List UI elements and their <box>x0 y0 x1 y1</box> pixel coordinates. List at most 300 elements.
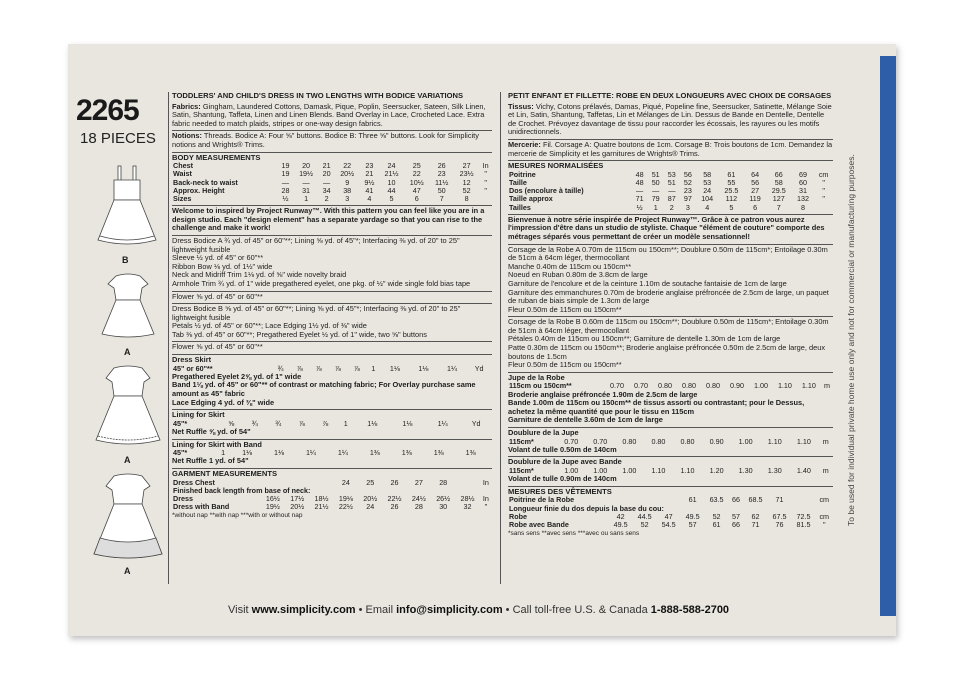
skirt-section <box>172 354 492 407</box>
table-cell: Dos (encolure à taille) <box>509 186 584 196</box>
table-cell: 51 <box>667 177 676 187</box>
table-cell: 31 <box>798 186 807 196</box>
table-cell: 57 <box>688 520 697 530</box>
table-cell: 64 <box>751 169 760 179</box>
table-cell: " <box>822 186 825 196</box>
table-cell: 34 <box>322 185 331 195</box>
garment-table <box>508 496 833 529</box>
table-cell: 1⅛ <box>242 448 253 458</box>
table-cell: 22½ <box>387 494 402 504</box>
section-heading: MESURES NORMALISÉES <box>508 161 604 171</box>
table-cell: 24 <box>341 477 350 487</box>
table-cell: 25 <box>412 161 421 171</box>
notions-text: Fil. Corsage A: Quatre boutons de 1cm. Corsage B: Trois boutons de 1cm. Demandez la mercerie de Simplicity et les garnitures de Wrights® Trims. <box>508 139 833 158</box>
table-cell: 1.00 <box>593 466 608 476</box>
requirement-line: Tab ⅜ yd. of 45" or 60"**; Pregathered Eyelet ½ yd. of 1" wide, two ⅝" buttons <box>172 329 427 339</box>
requirement-line: Corsage de la Robe B 0.60m de 115cm ou 150cm**; Doublure 0.50m de 115cm*; Entoilage 0.30m de 51cm à 64cm léger, thermocollant <box>508 317 829 335</box>
table-cell: Dress <box>173 494 193 504</box>
table-cell: 60 <box>798 177 807 187</box>
table-cell: 52 <box>640 520 649 530</box>
table-cell: 0.90 <box>729 381 744 391</box>
table-cell: 5 <box>729 202 734 212</box>
table-cell: 21 <box>365 169 374 179</box>
table-cell: ½ <box>282 193 289 203</box>
measurement-table <box>172 162 492 203</box>
nap-legend: *sans sens **avec sens ***avec ou sans sens <box>508 530 640 538</box>
table-cell: 56 <box>751 177 760 187</box>
table-cell: 21 <box>322 161 331 171</box>
table-cell: Taille <box>509 177 527 187</box>
table-cell: 63.5 <box>709 495 724 505</box>
table-cell: 115cm* <box>509 466 534 476</box>
table-cell: 0.80 <box>658 381 673 391</box>
table-cell: 1.10 <box>767 436 782 446</box>
table-cell: cm <box>818 169 829 179</box>
requirement-line: Garniture des emmanchures 0.70m de broderie anglaise préfroncée de 2.5cm de large, un paquet de ruban de biais simple de 1.3cm de large <box>508 287 829 306</box>
table-cell: 20 <box>302 161 311 171</box>
table-cell: 22 <box>412 169 421 179</box>
table-cell <box>814 204 833 212</box>
table-cell: 127 <box>772 194 785 204</box>
section-heading: Lining for Skirt <box>172 410 225 420</box>
table-cell: 21½ <box>384 169 399 179</box>
table-cell: 1⅛ <box>367 418 378 428</box>
table-cell: 79 <box>651 194 660 204</box>
table-cell: Robe <box>509 511 527 521</box>
table-cell: " <box>484 185 487 195</box>
table-cell: 47 <box>412 185 421 195</box>
table-cell: Chest <box>173 161 193 171</box>
table-cell: 45"* <box>173 418 188 428</box>
table-cell: 1.00 <box>564 466 579 476</box>
table-cell: 41 <box>365 185 374 195</box>
table-cell: 62 <box>751 511 760 521</box>
table-cell: Taille approx <box>509 194 553 204</box>
table-cell: 119 <box>749 194 761 204</box>
table-cell: 1.10 <box>801 381 816 391</box>
table-cell: 3 <box>345 193 350 203</box>
table-cell: 61 <box>712 520 721 530</box>
requirement-line: Bande 1.00m de 115cm ou 150cm** de tissus assorti ou contrastant; pour le Dessus, achetez la même quantité que pour le tissu en 115cm <box>508 398 805 416</box>
lining-band-section <box>172 439 492 466</box>
sketch-label-a1: A <box>124 347 131 357</box>
table-cell: 9½ <box>364 177 375 187</box>
table-cell: 69 <box>798 169 807 179</box>
table-cell: 1 <box>371 363 376 373</box>
section-heading: BODY MEASUREMENTS <box>172 152 261 162</box>
table-cell: 0.70 <box>564 436 579 446</box>
table-cell: 0.80 <box>651 436 666 446</box>
table-cell: 72.5 <box>796 511 811 521</box>
notions-label: Mercerie: <box>508 139 541 149</box>
table-cell: 66 <box>732 495 741 505</box>
table-cell: 1 <box>653 202 658 212</box>
table-cell: 17½ <box>290 494 305 504</box>
table-cell: 71 <box>635 194 644 204</box>
net-ruffle-note: Volant de tulle 0.90m de 140cm <box>508 474 617 484</box>
table-cell: 1.20 <box>709 466 724 476</box>
table-cell: " <box>822 194 825 204</box>
table-cell: 48 <box>635 169 644 179</box>
requirement-line: Garniture de l'encolure et de la ceinture 1.10m de soutache fantaisie de 1cm de large <box>508 278 787 288</box>
call-label: • Call toll-free U.S. & Canada <box>505 604 648 616</box>
table-cell: 26 <box>390 502 399 512</box>
table-cell: 26½ <box>436 494 451 504</box>
table-cell: In <box>482 494 489 504</box>
table-cell: 28 <box>439 477 448 487</box>
table-cell: 49.5 <box>613 520 628 530</box>
table-cell: 16½ <box>265 494 280 504</box>
table-cell: 23½ <box>459 169 474 179</box>
requirement-line: Manche 0.40m de 115cm ou 150cm** <box>508 261 632 271</box>
table-cell: 20½ <box>340 169 355 179</box>
table-cell <box>487 449 492 457</box>
dress-sketch-a1 <box>96 270 160 342</box>
table-cell: 58 <box>703 169 712 179</box>
table-cell: 18½ <box>314 494 329 504</box>
net-ruffle-note: Net Ruffle ⅝ yd. of 54" <box>172 427 251 437</box>
table-cell: — <box>281 177 290 187</box>
pattern-number: 2265 <box>76 94 139 127</box>
table-cell: 1.30 <box>767 466 782 476</box>
table-cell: ⅞ <box>315 363 322 373</box>
length-heading: Longueur finie du dos depuis la base du cou: <box>509 503 664 513</box>
table-cell: 27 <box>414 477 423 487</box>
table-cell: 19½ <box>265 502 280 512</box>
requirement-line: Pétales 0.40m de 115cm ou 150cm**; Garniture de dentelle 1.30m de 1cm de large <box>508 334 781 344</box>
table-cell: 7 <box>439 193 444 203</box>
table-cell: 115cm* <box>509 436 534 446</box>
table-cell: m <box>822 466 829 476</box>
table-cell: 44 <box>387 185 396 195</box>
table-cell: 81.5 <box>796 520 811 530</box>
lining-skirt-section <box>508 427 833 454</box>
sketch-label-a2: A <box>124 455 131 465</box>
table-cell: 132 <box>796 194 809 204</box>
table-cell: 19½ <box>299 169 314 179</box>
table-cell: Yd <box>474 363 484 373</box>
flower-a: Flower ⅝ yd. of 45" or 60"** <box>172 291 492 302</box>
table-cell: 47 <box>664 511 673 521</box>
table-cell: 115cm ou 150cm** <box>509 381 572 391</box>
table-cell: 25.5 <box>724 186 739 196</box>
table-cell: 1⅛ <box>418 363 429 373</box>
table-cell: 66 <box>732 520 741 530</box>
table-cell: 10 <box>387 177 396 187</box>
requirement-line: Petals ½ yd. of 45" or 60"**; Lace Edging 1½ yd. of ⅜" wide <box>172 321 367 331</box>
dress-sketch-a3 <box>90 470 166 564</box>
table-cell: 53 <box>703 177 712 187</box>
table-row <box>172 195 492 203</box>
table-cell: ¾ <box>277 363 284 373</box>
table-cell: " <box>484 169 487 179</box>
table-cell: 20 <box>322 169 331 179</box>
table-cell: 66 <box>774 169 783 179</box>
table-cell: 67.5 <box>772 511 787 521</box>
table-cell: 52 <box>683 177 692 187</box>
table-cell: 0.80 <box>680 436 695 446</box>
garment-measurements <box>172 468 492 511</box>
table-cell: 1.40 <box>796 466 811 476</box>
table-cell: 1⅜ <box>465 448 476 458</box>
table-cell: ¾ <box>251 418 258 428</box>
table-cell: 55 <box>727 177 736 187</box>
piece-count: 18 PIECES <box>80 130 156 147</box>
table-cell: 38 <box>343 185 352 195</box>
table-cell: Back-neck to waist <box>173 177 238 187</box>
table-cell: Approx. Height <box>173 185 225 195</box>
table-cell: 24½ <box>411 494 426 504</box>
requirement-line: Dress Bodice A ¾ yd. of 45" or 60"**; Lining ⅝ yd. of 45"*; Interfacing ⅜ yd. of 20" to 25" lightweight fusible <box>172 235 460 254</box>
table-cell: In <box>482 161 489 171</box>
table-cell: 28½ <box>460 494 475 504</box>
table-cell: 58 <box>774 177 783 187</box>
garment-measurements <box>508 486 833 529</box>
table-cell: " <box>822 520 826 530</box>
welcome-text: Bienvenue à notre série inspirée de Project Runway™. Grâce à ce patron vous aurez l'impression d'être dans un studio de styliste. Chaque "élément de couture" comporte des métrages séparés vous permettant de créer un modèle sensationnel! <box>508 214 833 242</box>
requirement-line: Dress Bodice B ⅝ yd. of 45" or 60"**; Lining ⅝ yd. of 45"*; Interfacing ⅜ yd. of 20" to 25" lightweight fusible <box>172 304 461 322</box>
table-cell: 1.10 <box>777 381 792 391</box>
table-cell: 20½ <box>363 494 378 504</box>
table-cell: Tailles <box>509 202 531 212</box>
fabrics-text: Vichy, Cotons prélavés, Damas, Piqué, Popeline fine, Seersucker, Satinette, Mélange Soie et Lin, Satin, Shantung, Taffetas, Lin et Mélanges de Lin. Dessus de Bande en Dentelle, Dentelle de Crochet. Prévoyez davantage de tissu pour raccorder les écossais, les rayures ou les motifs unidirectionnels. <box>508 101 832 137</box>
table-cell: — <box>302 177 310 187</box>
table-cell: 57 <box>732 511 741 521</box>
table-cell: 0.80 <box>682 381 696 391</box>
table-cell: — <box>652 186 660 196</box>
table-cell: 49.5 <box>685 511 700 521</box>
requirement-line: Lace Edging 4 yd. of ⅜" wide <box>172 397 275 407</box>
email-link[interactable]: info@simplicity.com <box>396 604 503 616</box>
requirement-line: Ribbon Bow ⅛ yd. of 1½" wide <box>172 261 273 271</box>
table-cell: 3 <box>685 202 690 212</box>
table-cell: 1⅛ <box>274 448 284 458</box>
contact-footer <box>228 604 729 616</box>
visit-label: Visit <box>228 604 249 616</box>
table-cell: 61 <box>727 169 736 179</box>
requirement-line: Pregathered Eyelet 2⅝ yd. of 1" wide <box>172 371 302 381</box>
usage-note: To be used for individual private home use only and not for commercial or manufacturing purposes. <box>846 154 856 526</box>
table-cell: 0.80 <box>705 381 720 391</box>
section-heading: Jupe de la Robe <box>508 372 565 382</box>
table-cell: 7 <box>776 202 781 212</box>
table-cell: 24 <box>366 502 375 512</box>
divider <box>500 92 501 584</box>
lining-band-section <box>508 456 833 483</box>
requirement-line: Patte 0.30m de 115cm ou 150cm**; Broderie anglaise préfroncée 0.50m de 2.5cm de large, deux boutons de 1.5cm <box>508 343 826 361</box>
net-ruffle-note: Net Ruffle 1 yd. of 54" <box>172 456 249 466</box>
table-cell: 24 <box>387 161 396 171</box>
table-cell: 21½ <box>314 502 329 512</box>
table-cell: 22½ <box>338 502 353 512</box>
table-cell: 52 <box>712 511 721 521</box>
table-cell: 1⅛ <box>389 363 400 373</box>
table-cell: — <box>668 186 676 196</box>
table-cell: 2 <box>669 202 674 212</box>
table-cell: 54.5 <box>661 520 676 530</box>
table-cell: Sizes <box>173 193 192 203</box>
table-cell: ⅞ <box>296 363 303 373</box>
nap-legend: *without nap **with nap ***with or without nap <box>172 512 303 520</box>
bodice-a-requirements <box>172 235 492 289</box>
envelope-flap <box>880 56 896 616</box>
table-cell: — <box>323 177 331 187</box>
bodice-b-requirements <box>508 316 833 370</box>
table-cell: Waist <box>173 169 192 179</box>
table-cell: 45"* <box>173 448 188 458</box>
table-cell: 24 <box>703 186 712 196</box>
notions-label: Notions: <box>172 131 202 141</box>
table-cell: 12 <box>462 177 471 187</box>
table-cell: 1.00 <box>622 466 637 476</box>
table-cell: Dress with Band <box>173 502 230 512</box>
table-cell: 112 <box>725 194 738 204</box>
table-cell: In <box>482 477 489 487</box>
table-cell: 19 <box>281 169 290 179</box>
section-heading: Lining for Skirt with Band <box>172 439 262 449</box>
table-cell: 48 <box>635 177 644 187</box>
table-cell: 104 <box>701 194 714 204</box>
table-cell: 1⅛ <box>402 418 413 428</box>
table-cell: 1⅜ <box>369 448 380 458</box>
table-cell: 51 <box>651 169 660 179</box>
table-cell: 1 <box>343 418 348 428</box>
table-cell: 8 <box>800 202 805 212</box>
table-cell: 52 <box>462 185 471 195</box>
table-cell: 27 <box>462 161 471 171</box>
dress-sketch-b <box>92 162 162 250</box>
table-cell: 27 <box>751 186 760 196</box>
table-cell: 42 <box>616 511 625 521</box>
body-measurements <box>508 160 833 212</box>
notions-text: Threads. Bodice A: Four ⅝" buttons. Bodice B: Three ⅝" buttons. Look for Simplicity notions and Wrights® Trims. <box>172 131 479 149</box>
table-cell: 1 <box>221 448 226 458</box>
table-cell <box>792 496 816 504</box>
fabrics-label: Tissus: <box>508 101 534 111</box>
table-cell: 56 <box>683 169 692 179</box>
table-cell: ⅞ <box>322 418 329 428</box>
requirement-line: Sleeve ½ yd. of 45" or 60"** <box>172 253 264 263</box>
body-measurements <box>172 152 492 204</box>
table-cell: 8 <box>464 193 469 203</box>
table-cell: 31 <box>302 185 311 195</box>
table-cell: 61 <box>688 495 697 505</box>
flower-b: Flower ⅝ yd. of 45" or 60"** <box>172 341 492 352</box>
table-cell: 28 <box>414 502 423 512</box>
table-cell: 25 <box>366 477 375 487</box>
table-cell: 71 <box>751 520 760 530</box>
table-cell: 23 <box>683 186 692 196</box>
measurement-table <box>508 171 833 212</box>
table-cell: 0.90 <box>709 436 724 446</box>
table-cell: 10½ <box>409 177 424 187</box>
table-cell: 1¼ <box>305 448 316 458</box>
table-cell: Robe avec Bande <box>509 520 569 530</box>
table-cell: 19⅛ <box>338 494 353 504</box>
table-cell: " <box>484 502 488 512</box>
table-cell: 1.00 <box>738 436 753 446</box>
french-column <box>508 92 833 539</box>
section-heading: GARMENT MEASUREMENTS <box>172 469 278 479</box>
website-link[interactable]: www.simplicity.com <box>251 604 356 616</box>
table-cell: 19 <box>281 161 290 171</box>
table-cell: Yd <box>471 418 481 428</box>
table-cell: m <box>822 436 829 446</box>
table-cell: 26 <box>390 477 399 487</box>
table-cell: ⅞ <box>353 363 360 373</box>
table-cell: 1¼ <box>446 363 457 373</box>
sketch-label-a3: A <box>124 566 131 576</box>
bodice-b-requirements <box>172 303 492 339</box>
bodice-a-requirements <box>508 244 833 315</box>
table-cell: 45" or 60"** <box>173 363 213 373</box>
length-heading: Finished back length from base of neck: <box>173 485 311 495</box>
english-column <box>172 92 492 521</box>
skirt-section <box>508 372 833 425</box>
table-cell: 50 <box>437 185 446 195</box>
welcome-text: Welcome to inspired by Project Runway™. With this pattern you can feel like you are in a design studio. Each "design element" has a separate yardage so that you can rise to the challenge and make it work! <box>172 205 492 233</box>
table-cell: 2 <box>324 193 329 203</box>
table-cell: 0.80 <box>622 436 637 446</box>
fabrics-label: Fabrics: <box>172 101 201 111</box>
french-title: PETIT ENFANT ET FILLETTE: ROBE EN DEUX LONGUEURS AVEC CHOIX DE CORSAGES <box>508 91 832 100</box>
dress-sketch-a2 <box>90 362 166 450</box>
table-cell: Poitrine <box>509 169 536 179</box>
table-cell <box>309 479 333 487</box>
table-cell: 76 <box>775 520 784 530</box>
lining-skirt-section <box>172 409 492 436</box>
requirement-line: Broderie anglaise préfroncée 1.90m de 2.5cm de large <box>508 389 698 399</box>
table-cell <box>479 195 492 203</box>
table-cell: 32 <box>463 502 472 512</box>
table-cell: 1.10 <box>680 466 695 476</box>
table-cell: — <box>636 186 644 196</box>
table-row <box>508 204 833 212</box>
table-cell: 1.00 <box>753 381 768 391</box>
table-cell: 71 <box>775 495 784 505</box>
email-label: • Email <box>358 604 394 616</box>
table-cell: ⅞ <box>298 418 305 428</box>
requirement-line: Armhole Trim ¾ yd. of 1" wide pregathered eyelet, one pkg. of ½" wide single fold bias tape <box>172 278 471 288</box>
section-heading: MESURES DES VÊTEMENTS <box>508 486 612 496</box>
table-cell: " <box>822 177 825 187</box>
table-cell: 50 <box>651 177 660 187</box>
table-cell: cm <box>819 495 830 505</box>
table-cell: 22 <box>343 161 352 171</box>
section-heading: Doublure de la Jupe avec Bande <box>508 457 622 467</box>
table-cell: 30 <box>439 502 448 512</box>
table-cell: ⅞ <box>334 363 341 373</box>
table-cell: 1.10 <box>796 436 811 446</box>
table-cell: 87 <box>667 194 676 204</box>
table-cell: 6 <box>753 202 758 212</box>
requirement-line: Corsage de la Robe A 0.70m de 115cm ou 150cm**; Doublure 0.50m de 115cm*; Entoilage 0.30m de 51cm à 64cm léger, thermocollant <box>508 244 828 263</box>
table-cell: 23 <box>365 161 374 171</box>
table-cell: 4 <box>367 193 372 203</box>
requirement-line: Noeud en Ruban 0.80m de 3.8cm de large <box>508 270 648 280</box>
requirement-line: Fleur 0.50m de 115cm ou 150cm** <box>508 304 622 314</box>
table-cell: 20½ <box>290 502 305 512</box>
table-cell: 4 <box>705 202 710 212</box>
table-cell: 29.5 <box>771 186 786 196</box>
section-heading: Dress Skirt <box>172 355 212 365</box>
table-cell: 1⅜ <box>433 448 444 458</box>
table-cell: 1.10 <box>651 466 666 476</box>
table-cell: Dress Chest <box>173 477 215 487</box>
section-heading: Doublure de la Jupe <box>508 428 579 438</box>
table-cell: cm <box>819 511 830 521</box>
table-cell: " <box>484 177 487 187</box>
